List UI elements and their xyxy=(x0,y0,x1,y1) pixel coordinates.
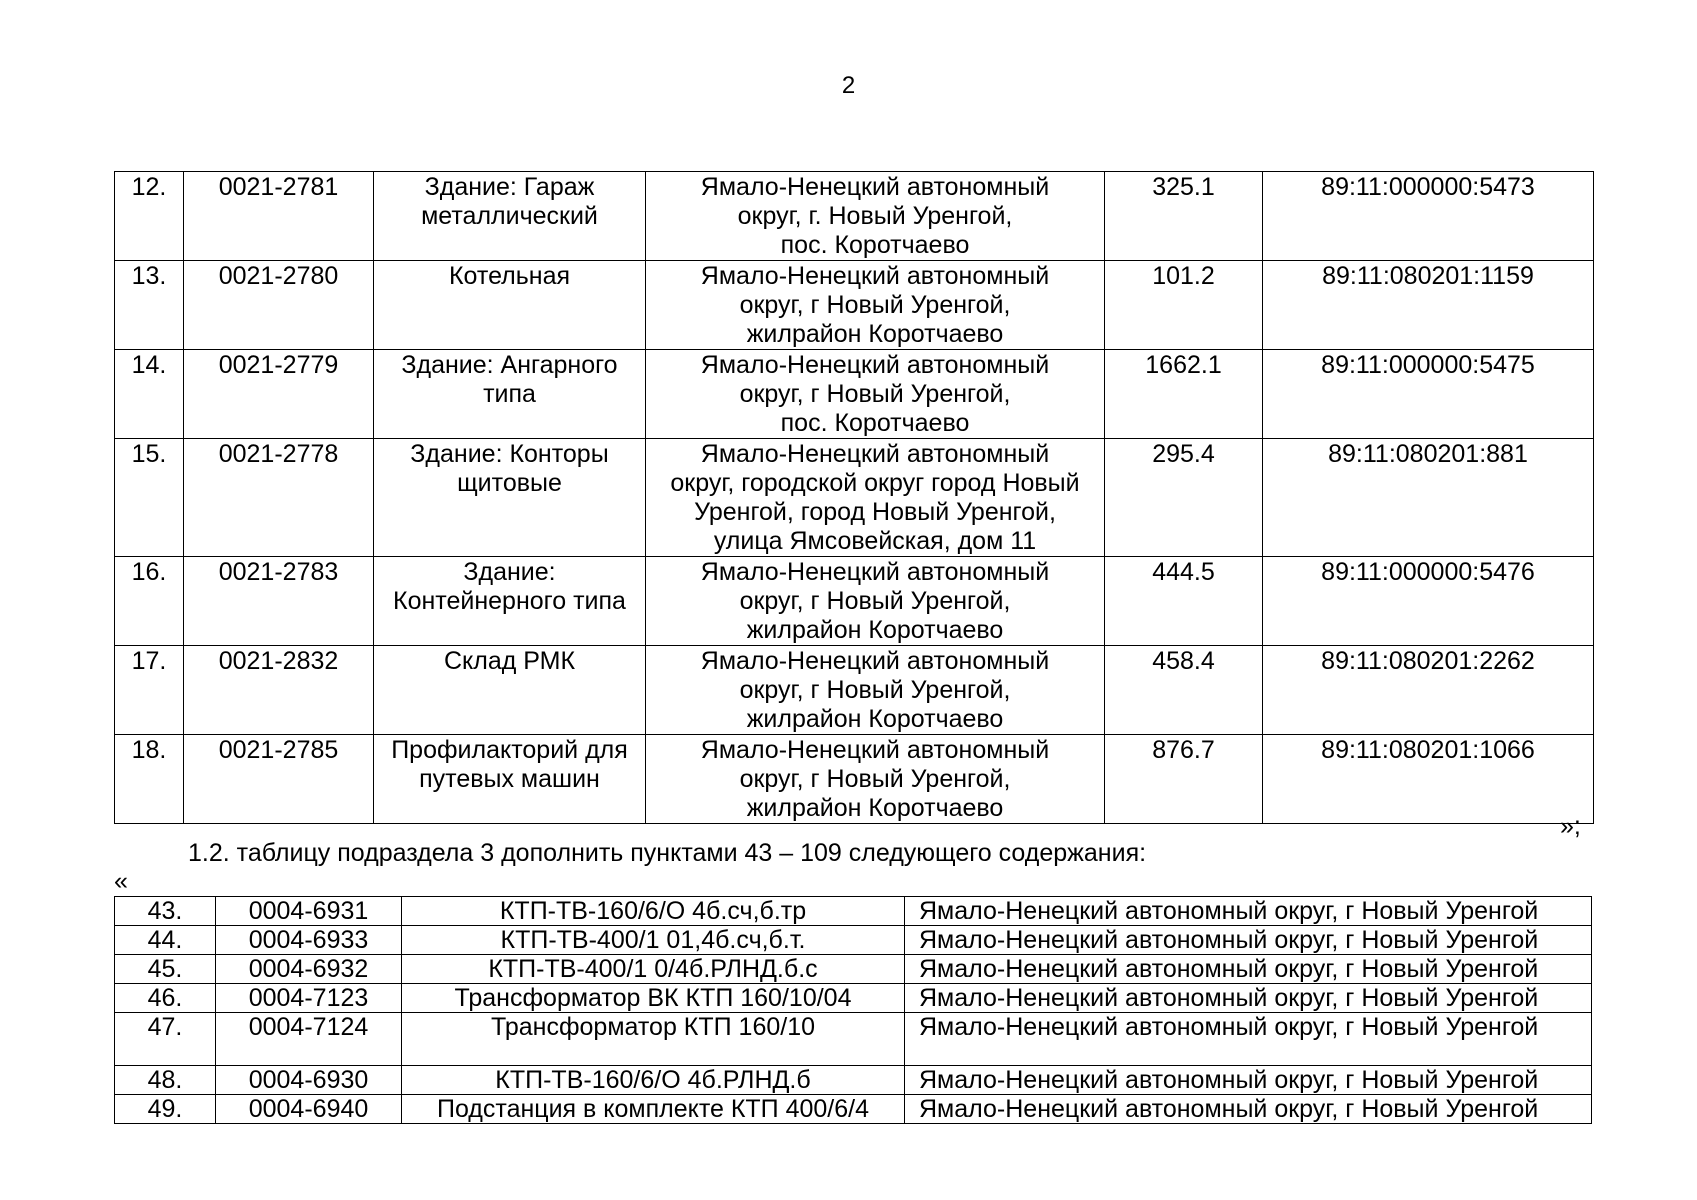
equipment-address: Ямало-Ненецкий автономный округ, г Новый Уренгой xyxy=(905,1095,1592,1124)
cadastral-number: 89:11:000000:5473 xyxy=(1263,172,1594,261)
object-address-line: округ, г Новый Уренгой, xyxy=(739,587,1011,615)
inventory-code: 0021-2781 xyxy=(184,172,374,261)
equipment-address: Ямало-Ненецкий автономный округ, г Новый Уренгой xyxy=(905,984,1592,1013)
equipment-table xyxy=(114,896,1592,1124)
row-number: 44. xyxy=(115,926,216,955)
inventory-code: 0021-2778 xyxy=(184,439,374,557)
object-name-line: щитовые xyxy=(457,469,562,497)
amendment-paragraph: 1.2. таблицу подраздела 3 дополнить пунктами 43 – 109 следующего содержания: xyxy=(188,839,1147,867)
object-address-line: пос. Коротчаево xyxy=(780,231,970,259)
property-table-body xyxy=(115,172,1594,824)
row-number: 16. xyxy=(115,557,184,646)
object-address-line: Ямало-Ненецкий автономный xyxy=(700,173,1050,201)
object-area: 458.4 xyxy=(1105,646,1263,735)
inventory-code: 0021-2783 xyxy=(184,557,374,646)
object-address-line: Ямало-Ненецкий автономный xyxy=(700,440,1050,468)
object-address-line: округ, г Новый Уренгой, xyxy=(739,765,1011,793)
object-address-line: округ, г Новый Уренгой, xyxy=(739,291,1011,319)
page-number: 2 xyxy=(841,72,856,99)
equipment-name: КТП-ТВ-160/6/О 4б.РЛНД.б xyxy=(402,1066,905,1095)
inventory-code: 0021-2832 xyxy=(184,646,374,735)
cadastral-number: 89:11:080201:2262 xyxy=(1263,646,1594,735)
object-address-line: Ямало-Ненецкий автономный xyxy=(700,262,1050,290)
equipment-name: Трансформатор ВК КТП 160/10/04 xyxy=(402,984,905,1013)
object-name xyxy=(374,439,646,557)
object-address-line: жилрайон Коротчаево xyxy=(746,794,1004,822)
cadastral-number: 89:11:000000:5476 xyxy=(1263,557,1594,646)
object-address xyxy=(646,735,1105,824)
object-address-line: жилрайон Коротчаево xyxy=(746,320,1004,348)
row-number: 14. xyxy=(115,350,184,439)
table-row xyxy=(115,261,1594,350)
property-table xyxy=(114,171,1594,824)
row-number: 15. xyxy=(115,439,184,557)
inventory-code: 0004-7124 xyxy=(216,1013,402,1066)
object-address-line: пос. Коротчаево xyxy=(780,409,970,437)
cadastral-number: 89:11:080201:1159 xyxy=(1263,261,1594,350)
row-number: 48. xyxy=(115,1066,216,1095)
table-row xyxy=(115,350,1594,439)
object-name xyxy=(374,350,646,439)
object-address xyxy=(646,172,1105,261)
object-address-line: округ, г. Новый Уренгой, xyxy=(737,202,1013,230)
object-address-line: жилрайон Коротчаево xyxy=(746,616,1004,644)
row-number: 47. xyxy=(115,1013,216,1066)
equipment-address: Ямало-Ненецкий автономный округ, г Новый Уренгой xyxy=(905,926,1592,955)
object-area: 295.4 xyxy=(1105,439,1263,557)
object-area: 101.2 xyxy=(1105,261,1263,350)
object-name xyxy=(374,646,646,735)
object-address-line: улица Ямсовейская, дом 11 xyxy=(713,527,1037,555)
table-row xyxy=(115,1066,1592,1095)
table-row xyxy=(115,439,1594,557)
object-address-line: Ямало-Ненецкий автономный xyxy=(700,351,1050,379)
inventory-code: 0021-2779 xyxy=(184,350,374,439)
object-address-line: Ямало-Ненецкий автономный xyxy=(700,558,1050,586)
object-name-line: типа xyxy=(483,380,536,408)
object-name-line: Котельная xyxy=(448,262,571,290)
object-name-line: путевых машин xyxy=(419,765,600,793)
inventory-code: 0004-6930 xyxy=(216,1066,402,1095)
object-address-line: округ, городской округ город Новый xyxy=(670,469,1080,497)
object-address xyxy=(646,439,1105,557)
closing-quote: »; xyxy=(1560,812,1581,840)
table-row xyxy=(115,557,1594,646)
object-address xyxy=(646,557,1105,646)
cadastral-number: 89:11:000000:5475 xyxy=(1263,350,1594,439)
row-number: 43. xyxy=(115,897,216,926)
row-number: 17. xyxy=(115,646,184,735)
object-name-line: Профилакторий для xyxy=(391,736,628,764)
table-row xyxy=(115,926,1592,955)
object-name xyxy=(374,735,646,824)
object-name-line: металлический xyxy=(421,202,598,230)
table-row xyxy=(115,172,1594,261)
equipment-address: Ямало-Ненецкий автономный округ, г Новый Уренгой xyxy=(905,897,1592,926)
object-name-line: Здание: Ангарного xyxy=(401,351,618,379)
row-number: 13. xyxy=(115,261,184,350)
object-name-line: Здание: Гараж xyxy=(424,173,595,201)
inventory-code: 0004-6940 xyxy=(216,1095,402,1124)
object-name xyxy=(374,557,646,646)
equipment-table-body xyxy=(115,897,1592,1124)
equipment-address: Ямало-Ненецкий автономный округ, г Новый Уренгой xyxy=(905,1013,1592,1066)
inventory-code: 0004-6932 xyxy=(216,955,402,984)
row-number: 18. xyxy=(115,735,184,824)
equipment-name: КТП-ТВ-400/1 0/4б.РЛНД.б.с xyxy=(402,955,905,984)
object-address xyxy=(646,646,1105,735)
object-address-line: Ямало-Ненецкий автономный xyxy=(700,647,1050,675)
equipment-name: Трансформатор КТП 160/10 xyxy=(402,1013,905,1066)
table-row xyxy=(115,1095,1592,1124)
opening-quote: « xyxy=(114,867,128,895)
cadastral-number: 89:11:080201:881 xyxy=(1263,439,1594,557)
equipment-name: КТП-ТВ-160/6/О 4б.сч,б.тр xyxy=(402,897,905,926)
table-row xyxy=(115,646,1594,735)
table-row xyxy=(115,955,1592,984)
object-name-line: Склад РМК xyxy=(443,647,576,675)
object-address xyxy=(646,350,1105,439)
table-row xyxy=(115,1013,1592,1066)
object-name-line: Здание: Конторы xyxy=(410,440,609,468)
object-name-line: Контейнерного типа xyxy=(393,587,626,615)
row-number: 45. xyxy=(115,955,216,984)
object-area: 1662.1 xyxy=(1105,350,1263,439)
table-row xyxy=(115,735,1594,824)
object-area: 325.1 xyxy=(1105,172,1263,261)
row-number: 12. xyxy=(115,172,184,261)
inventory-code: 0021-2785 xyxy=(184,735,374,824)
object-name-line: Здание: xyxy=(463,558,556,586)
equipment-address: Ямало-Ненецкий автономный округ, г Новый Уренгой xyxy=(905,955,1592,984)
equipment-address: Ямало-Ненецкий автономный округ, г Новый Уренгой xyxy=(905,1066,1592,1095)
object-address-line: округ, г Новый Уренгой, xyxy=(739,676,1011,704)
equipment-name: КТП-ТВ-400/1 01,4б.сч,б.т. xyxy=(402,926,905,955)
table-row xyxy=(115,984,1592,1013)
object-address-line: округ, г Новый Уренгой, xyxy=(739,380,1011,408)
row-number: 46. xyxy=(115,984,216,1013)
equipment-name: Подстанция в комплекте КТП 400/6/4 xyxy=(402,1095,905,1124)
inventory-code: 0004-7123 xyxy=(216,984,402,1013)
object-address xyxy=(646,261,1105,350)
table-row xyxy=(115,897,1592,926)
row-number: 49. xyxy=(115,1095,216,1124)
object-address-line: Уренгой, город Новый Уренгой, xyxy=(694,498,1056,526)
object-address-line: Ямало-Ненецкий автономный xyxy=(700,736,1050,764)
cadastral-number: 89:11:080201:1066 xyxy=(1263,735,1594,824)
object-address-line: жилрайон Коротчаево xyxy=(746,705,1004,733)
inventory-code: 0004-6933 xyxy=(216,926,402,955)
object-name xyxy=(374,261,646,350)
object-area: 444.5 xyxy=(1105,557,1263,646)
object-area: 876.7 xyxy=(1105,735,1263,824)
inventory-code: 0004-6931 xyxy=(216,897,402,926)
object-name xyxy=(374,172,646,261)
inventory-code: 0021-2780 xyxy=(184,261,374,350)
